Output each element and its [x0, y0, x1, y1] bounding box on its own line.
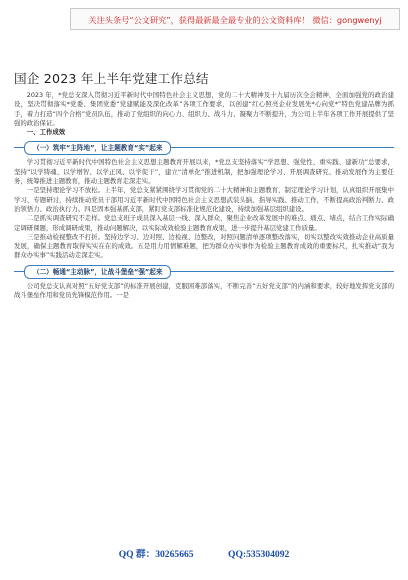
section-heading-2: [14, 265, 394, 277]
paragraph: 公司党总支认真对照“五好党支部”的标准开展创建，克服困难部落实，不断完善“五好党支部”的内涵和要求，较好地发挥党支部的战斗堡垒作用和党员先锋模范作用。一是: [14, 281, 394, 300]
section-title-2: （二）畅通“主动脉”，让战斗堡垒“强”起来: [24, 265, 171, 279]
paragraph: 一是坚持理论学习不放松。上半年，党总支紧紧围绕学习贯彻党的二十大精神和主题教育，制定理论学习计划，认真组织开展集中学习、专题研讨，持续推动党员干部用习近平新时代中国特色社会主义思想武装头脑、指导实践、推动工作，不断提高政治判断力、政治领悟力、政治执行力。四是固本强基抓支部，紧盯党支部标准化规范化建设，持续加强基层组织建设。: [14, 186, 394, 213]
paragraph: 学习贯彻习近平新时代中国特色社会主义思想主题教育开展以来，*党总支坚持落实“学思想、强党性、重实践、建新功”总要求，坚持“以学铸魂、以学增智、以学正风、以学促干”，建立“清单化”推进机制，把加强理论学习、开展调查研究、推动发展作为主要任务，统筹推进主题教育，推动主题教育走深走实。: [14, 158, 394, 186]
section-title-1: （一）筑牢“主阵地”，让主题教育“实”起来: [24, 141, 171, 155]
heading-achievements: 一、工作成效: [26, 128, 66, 137]
intro-paragraph: 2023 年，*党总支深入贯彻习近平新时代中国特色社会主义思想，党的二十大精神及十九届历次全会精神，全面加强党的政治建设，坚决贯彻落实*党委、集团党委“党建赋能及深化改革”各项工作要求，以创建“红心照亮企业发展先*心向党*”特色党建品牌为抓手，着力打造“四个合格”党员队伍，推动了党组织的向心力、组织力、战斗力、凝聚力不断提升，为公司上半年各项工作开展提供了坚强的政治保证。: [14, 91, 394, 127]
document-title: 国企 2023 年上半年党建工作总结: [14, 71, 209, 86]
top-banner: 关注头条号“公文研究”，获得最新最全最专业的公文资料库！ 微信：gongwenyj: [70, 8, 400, 30]
paragraph: 三是推动检视整改不打折。坚持边学习、边对照、边检视、边整改，对照问题清单逐项整改落实，切实以整改实效推动企业高质量发展，确保主题教育取得实实在在的成效。五是用力用情解难题，把为群众办实事作为检验主题教育成效的重要标尺，扎实推动“我为群众办实事”实践活动走深走实。: [14, 232, 394, 260]
paragraph: 二是抓实调查研究不走样。党总支班子成员深入基层一线、深入群众，聚焦企业改革发展中的难点、痛点、堵点，结合工作实际确定调研课题，形成调研成果，推动问题解决，以实际成效检验主题教育成果，进一步提升基层党建工作质量。: [14, 214, 394, 232]
footer-contact: [0, 545, 408, 565]
footer-qq-group: QQ 群：30265665: [118, 549, 194, 560]
section-heading-1: [14, 141, 394, 153]
footer-qq-number: QQ:535304092: [228, 549, 290, 560]
document-body: [14, 91, 394, 541]
